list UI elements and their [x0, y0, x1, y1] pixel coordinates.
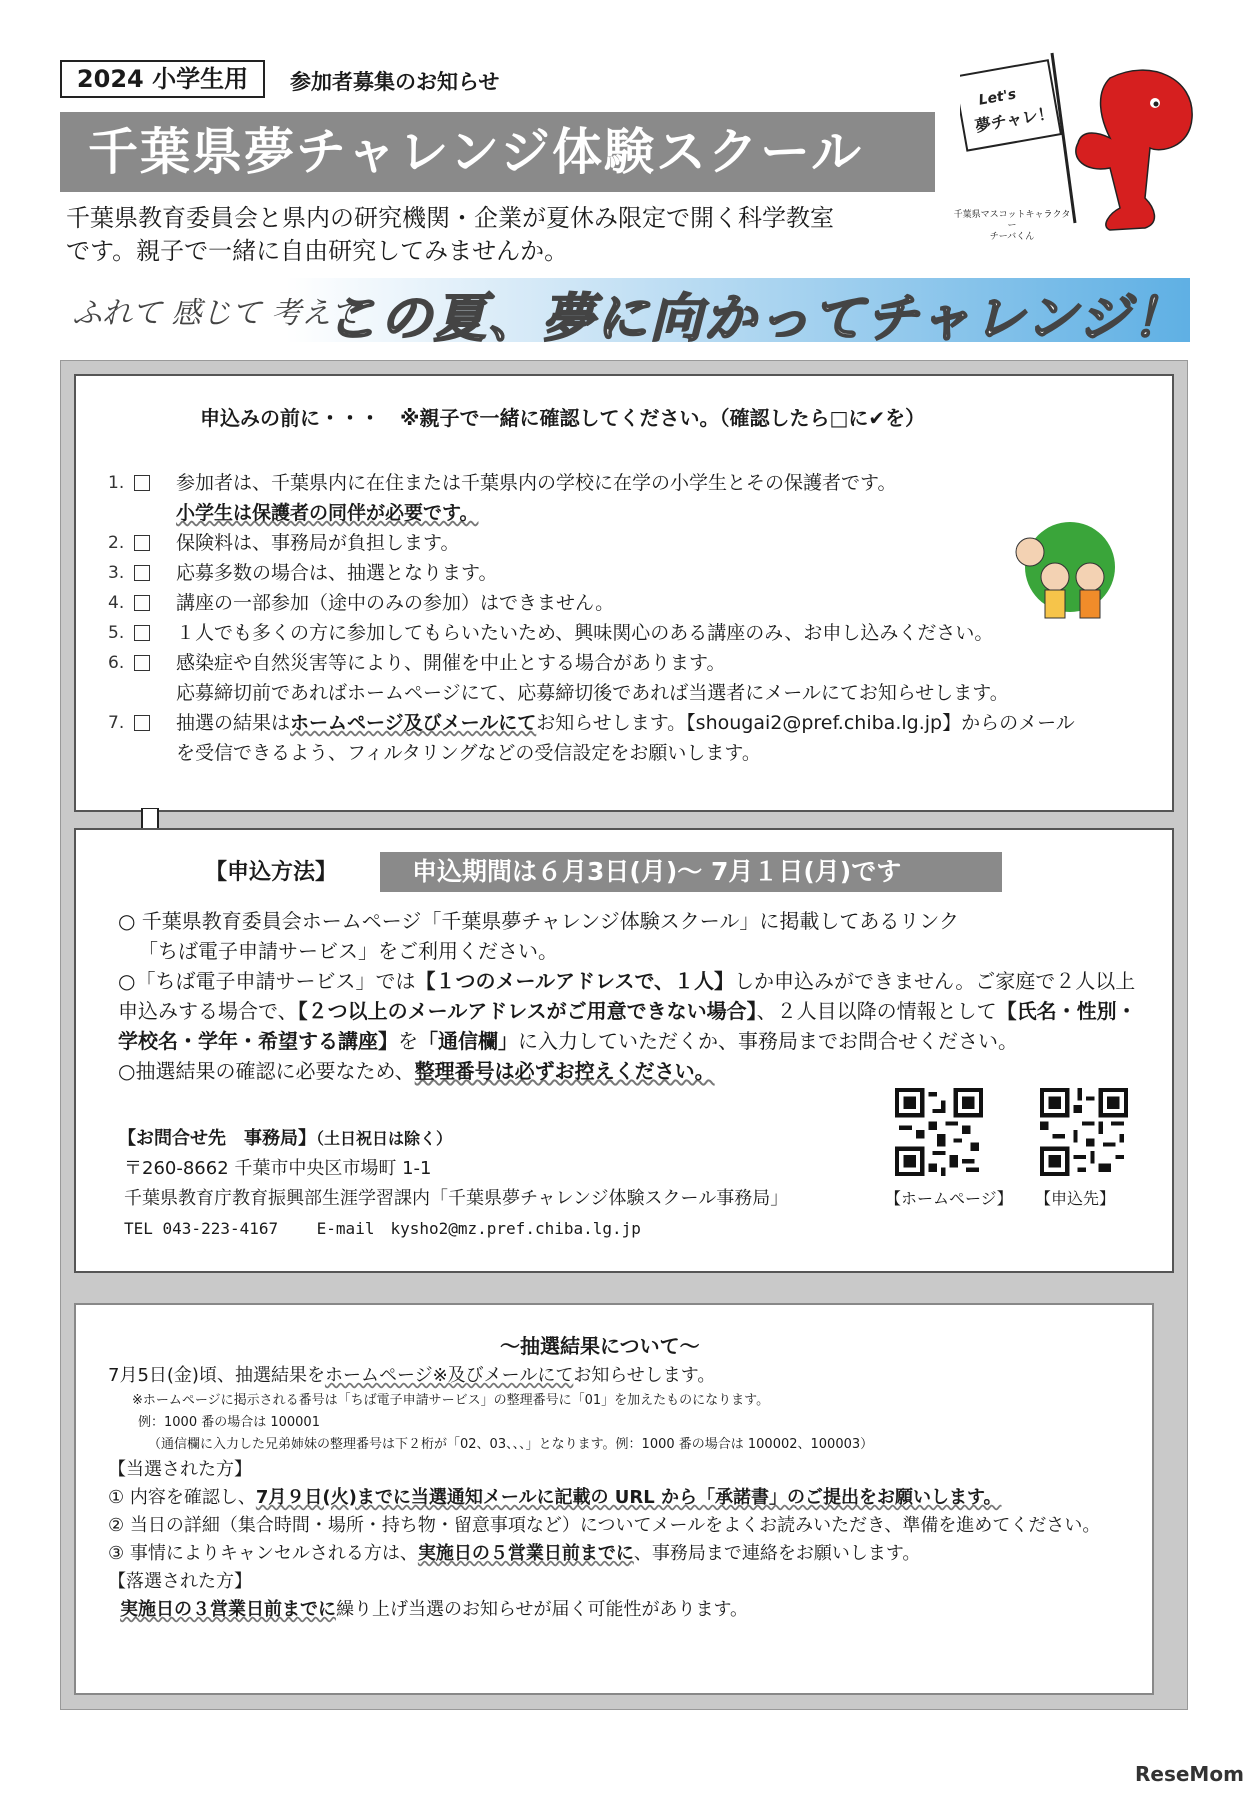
- item-number: 4.: [108, 593, 125, 613]
- intro-line: です。親子で一緒に自由研究してみませんか。: [66, 237, 569, 265]
- item-text: 保険料は、事務局が負担します。: [176, 532, 460, 554]
- slogan-small: ふれて 感じて 考えて: [72, 296, 362, 331]
- text-emphasis: 整理番号は必ずお控えください。: [414, 1059, 715, 1083]
- text-part: しか申込みができません。ご家庭で２人以上申込みする場合で、: [118, 969, 1136, 1023]
- item-number: 2.: [108, 533, 125, 553]
- contact-heading: [118, 1124, 898, 1154]
- item-number: 7.: [108, 713, 125, 733]
- results-heading: ～抽選結果について～: [500, 1334, 700, 1358]
- app-paragraph: [118, 966, 1138, 1056]
- item-text: １人でも多くの方に参加してもらいたいため、興味関心のある講座のみ、お申し込みください。: [176, 622, 994, 644]
- checklist-item: [108, 708, 1168, 768]
- item-text-part: 抽選の結果は: [176, 712, 291, 734]
- application-text: [118, 906, 1138, 1086]
- checkbox[interactable]: [134, 625, 150, 641]
- results-line: [108, 1362, 1148, 1390]
- mascot-caption: [952, 210, 1072, 243]
- checklist-item: [108, 648, 1168, 708]
- checklist-heading: 申込みの前に・・・ ※親子で一緒に確認してください。（確認したら□に✔を）: [200, 406, 926, 430]
- checklist-item: [108, 558, 1168, 588]
- mascot-flag-text-1: Let's: [977, 86, 1018, 109]
- slogan-main: この夏、夢に向かってチャレンジ！: [326, 289, 1186, 349]
- item-number: 6.: [108, 653, 125, 673]
- item-subtext: 小学生は保護者の同伴が必要です。: [176, 502, 479, 524]
- item-subtext: を受信できるよう、フィルタリングなどの受信設定をお願いします。: [176, 742, 761, 764]
- text-emphasis: 実施日の３営業日前までに: [120, 1599, 336, 1620]
- text-part: お知らせします。: [573, 1365, 716, 1386]
- item-text-part: お知らせします。【shougai2@pref.chiba.lg.jp】からのメール: [536, 712, 1075, 734]
- text-part: ① 内容を確認し、: [108, 1487, 256, 1508]
- mascot-flag-text-2: 夢チャレ！: [973, 103, 1056, 136]
- intro-text: [66, 202, 946, 268]
- children-illustration-icon: [1010, 522, 1120, 622]
- won-line: [108, 1484, 1148, 1512]
- application-qr-code[interactable]: [1040, 1088, 1128, 1176]
- recruit-notice: 参加者募集のお知らせ: [290, 70, 500, 94]
- text-part: 7月5日(金)頃、抽選結果を: [108, 1365, 325, 1386]
- item-number: 3.: [108, 563, 125, 583]
- checklist-item: [108, 618, 1168, 648]
- text-part: に入力していただくか、事務局までお問合せください。: [518, 1029, 1018, 1053]
- item-text-emphasis: ホームページ及びメールにて: [290, 712, 537, 734]
- app-line: 「ちば電子申請サービス」をご利用ください。: [138, 939, 558, 963]
- item-subtext: 応募締切前であればホームページにて、応募締切後であれば当選者にメールにてお知らせします。: [176, 682, 1009, 704]
- text-emphasis: 実施日の５営業日前までに: [417, 1543, 634, 1564]
- item-number: 1.: [108, 473, 125, 493]
- text-part: を: [398, 1029, 418, 1053]
- checkbox[interactable]: [134, 595, 150, 611]
- mascot-caption-line: 千葉県マスコットキャラクター: [953, 210, 1071, 231]
- checkbox[interactable]: [134, 535, 150, 551]
- results-note: （通信欄に入力した兄弟姉妹の整理番号は下２桁が「02、03、、、」となります。例：1000 番の場合は 100002、100003）: [148, 1437, 874, 1452]
- text-emphasis: 【氏名・性別・学校名・学年・希望する講座】: [118, 999, 1137, 1053]
- checklist-item: [108, 528, 1168, 558]
- lost-line: [108, 1596, 1148, 1624]
- app-line: [118, 1056, 1138, 1086]
- contact-office: 千葉県教育庁教育振興部生涯学習課内「千葉県夢チャレンジ体験スクール事務局」: [124, 1188, 789, 1209]
- results-note: 例：1000 番の場合は 100001: [138, 1415, 320, 1430]
- won-heading: 【当選された方】: [108, 1459, 252, 1480]
- target-tag: 2024 小学生用: [60, 60, 265, 98]
- intro-line: 千葉県教育委員会と県内の研究機関・企業が夏休み限定で開く科学教室: [66, 204, 834, 232]
- contact-title: 【お問合せ先 事務局】: [118, 1128, 316, 1149]
- text-part: ③ 事情によりキャンセルされる方は、: [108, 1543, 418, 1564]
- checkbox[interactable]: [134, 475, 150, 491]
- checklist-item: [108, 588, 1168, 618]
- text-part: 繰り上げ当選のお知らせが届く可能性があります。: [336, 1599, 749, 1620]
- app-line: ○ 千葉県教育委員会ホームページ「千葉県夢チャレンジ体験スクール」に掲載してあるリンク: [118, 909, 960, 933]
- homepage-qr-code[interactable]: [895, 1088, 983, 1176]
- item-text: 講座の一部参加（途中のみの参加）はできません。: [176, 592, 615, 614]
- contact-line: [118, 1214, 898, 1244]
- text-part: 、２人目以降の情報として: [756, 999, 997, 1023]
- text-emphasis: 【２つ以上のメールアドレスがご用意できない場合】: [297, 999, 757, 1023]
- mascot-caption-line: チーバくん: [989, 232, 1035, 242]
- results-note: ※ホームページに掲示される番号は「ちば電子申請サービス」の整理番号に「01」を加えたものになります。: [132, 1393, 770, 1408]
- text-part: ○抽選結果の確認に必要なため、: [118, 1059, 415, 1083]
- text-emphasis: 「通信欄」: [418, 1029, 518, 1053]
- won-line: ② 当日の詳細（集合時間・場所・持ち物・留意事項など）についてメールをよくお読みいただき、準備を進めてください。: [108, 1515, 1101, 1536]
- item-text: [176, 708, 1168, 738]
- item-text: 応募多数の場合は、抽選となります。: [176, 562, 498, 584]
- contact-address: 〒260-8662 千葉市中央区市場町 1-1: [124, 1158, 432, 1179]
- checkbox[interactable]: [134, 715, 150, 731]
- application-period: 申込期間は６月3日(月)～ 7月１日(月)です: [380, 852, 1002, 892]
- lost-heading: 【落選された方】: [108, 1571, 252, 1592]
- checkbox[interactable]: [134, 565, 150, 581]
- watermark-logo: ReseMom: [1135, 1762, 1244, 1786]
- text-emphasis: ホームページ※及びメールにて: [324, 1365, 574, 1386]
- item-text: 参加者は、千葉県内に在住または千葉県内の学校に在学の小学生とその保護者です。: [176, 472, 897, 494]
- contact-tel: TEL 043-223-4167: [124, 1219, 279, 1238]
- qr-caption-homepage: 【ホームページ】: [885, 1189, 1013, 1208]
- item-text: 感染症や自然災害等により、開催を中止とする場合があります。: [176, 652, 726, 674]
- results-text: [108, 1362, 1148, 1624]
- checklist: [108, 468, 1168, 768]
- contact-info: [118, 1124, 898, 1244]
- text-part: 、事務局まで連絡をお願いします。: [633, 1543, 921, 1564]
- won-line: [108, 1540, 1148, 1568]
- item-number: 5.: [108, 623, 125, 643]
- qr-caption-apply: 【申込先】: [1035, 1189, 1116, 1208]
- text-emphasis: 【１つのメールアドレスで、１人】: [415, 969, 735, 993]
- text-emphasis: 7月９日(火)までに当選通知メールに記載の URL から「承諾書」のご提出をお願いします。: [255, 1487, 1002, 1508]
- checkbox[interactable]: [134, 655, 150, 671]
- page-title: 千葉県夢チャレンジ体験スクール: [60, 112, 935, 192]
- contact-note: （土日祝日は除く）: [316, 1129, 453, 1148]
- contact-email[interactable]: E-mail kysho2@mz.pref.chiba.lg.jp: [316, 1219, 641, 1238]
- text-part: ○「ちば電子申請サービス」では: [118, 969, 416, 993]
- checklist-item: [108, 468, 1168, 528]
- application-heading: 【申込方法】: [205, 860, 338, 885]
